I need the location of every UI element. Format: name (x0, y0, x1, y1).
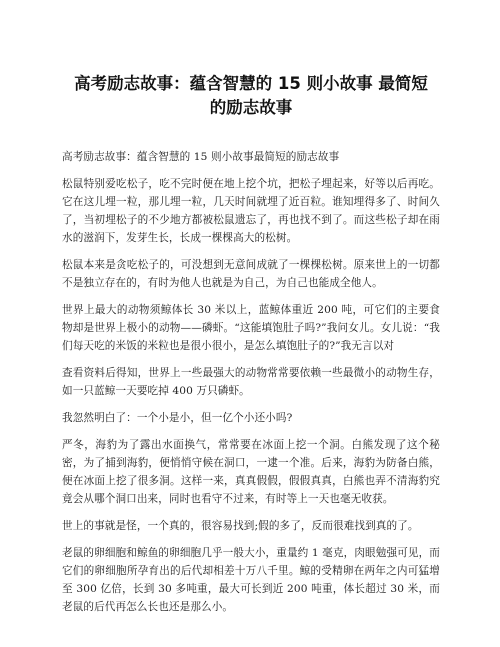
paragraph-subtitle: 高考励志故事：蕴含智慧的 15 则小故事最简短的励志故事 (62, 151, 340, 163)
paragraph-squirrel: 松鼠特别爱吃松子，吃不完时便在地上挖个坑，把松子埋起来，好等以后再吃。它在这儿埋一粒，那儿埋一粒，几天时间就埋了近百粒。谁知埋得多了、时间久了，当初埋松子的不少地方都被松鼠遗忘了，再也找不到了。而这些松子却在雨水的滋润下，发芽生长，长成一棵棵高大的松树。 (62, 178, 440, 244)
paragraph-whale-moral: 我忽然明白了：一个小是小，但一亿个小还小吗? (62, 412, 293, 424)
paragraph-egg-cells: 老鼠的卵细胞和鲸鱼的卵细胞几乎一般大小，重量约 1 毫克，肉眼勉强可见，而它们的卵细胞所孕育出的后代却相差十万八千里。鲸的受精卵在两年之内可猛增至 300 亿倍，长到 30 多吨重，最大可长到近 200 吨重，体长超过 30 米，而老鼠的后代再怎么长也还是那么小。 (62, 547, 440, 613)
paragraph-squirrel-moral: 松鼠本来是贪吃松子的，可没想到无意间成就了一棵棵松树。原来世上的一切都不是独立存在的，有时为他人也就是为自己，为自己也能成全他人。 (62, 259, 440, 289)
document-title: 高考励志故事：蕴含智慧的 15 则小故事 最简短的励志故事 (74, 74, 428, 117)
paragraph-seal: 严冬，海豹为了露出水面换气，常常要在冰面上挖一个洞。白熊发现了这个秘密，为了捕到海豹，便悄悄守候在洞口，一逮一个准。后来，海豹为防备白熊，便在冰面上挖了很多洞。这样一来，真真假假，假假真真，白熊也弄不清海豹究竟会从哪个洞口出来，同时也看守不过来，有时等上一天也毫无收获。 (62, 439, 440, 505)
paragraph-whale: 世界上最大的动物须鲸体长 30 米以上，蓝鲸体重近 200 吨，可它们的主要食物却是世界上极小的动物——磷虾。“这能填饱肚子吗?”我问女儿。女儿说：“我们每天吃的米饭的米粒也是很小很小，是怎么填饱肚子的?”我无言以对 (62, 304, 440, 352)
paragraph-seal-moral: 世上的事就是怪，一个真的，很容易找到;假的多了，反而很难找到真的了。 (62, 520, 419, 532)
paragraph-whale-facts: 查看资料后得知，世界上一些最强大的动物常常要依赖一些最微小的动物生存，如一只蓝鲸一天要吃掉 400 万只磷虾。 (62, 367, 440, 397)
